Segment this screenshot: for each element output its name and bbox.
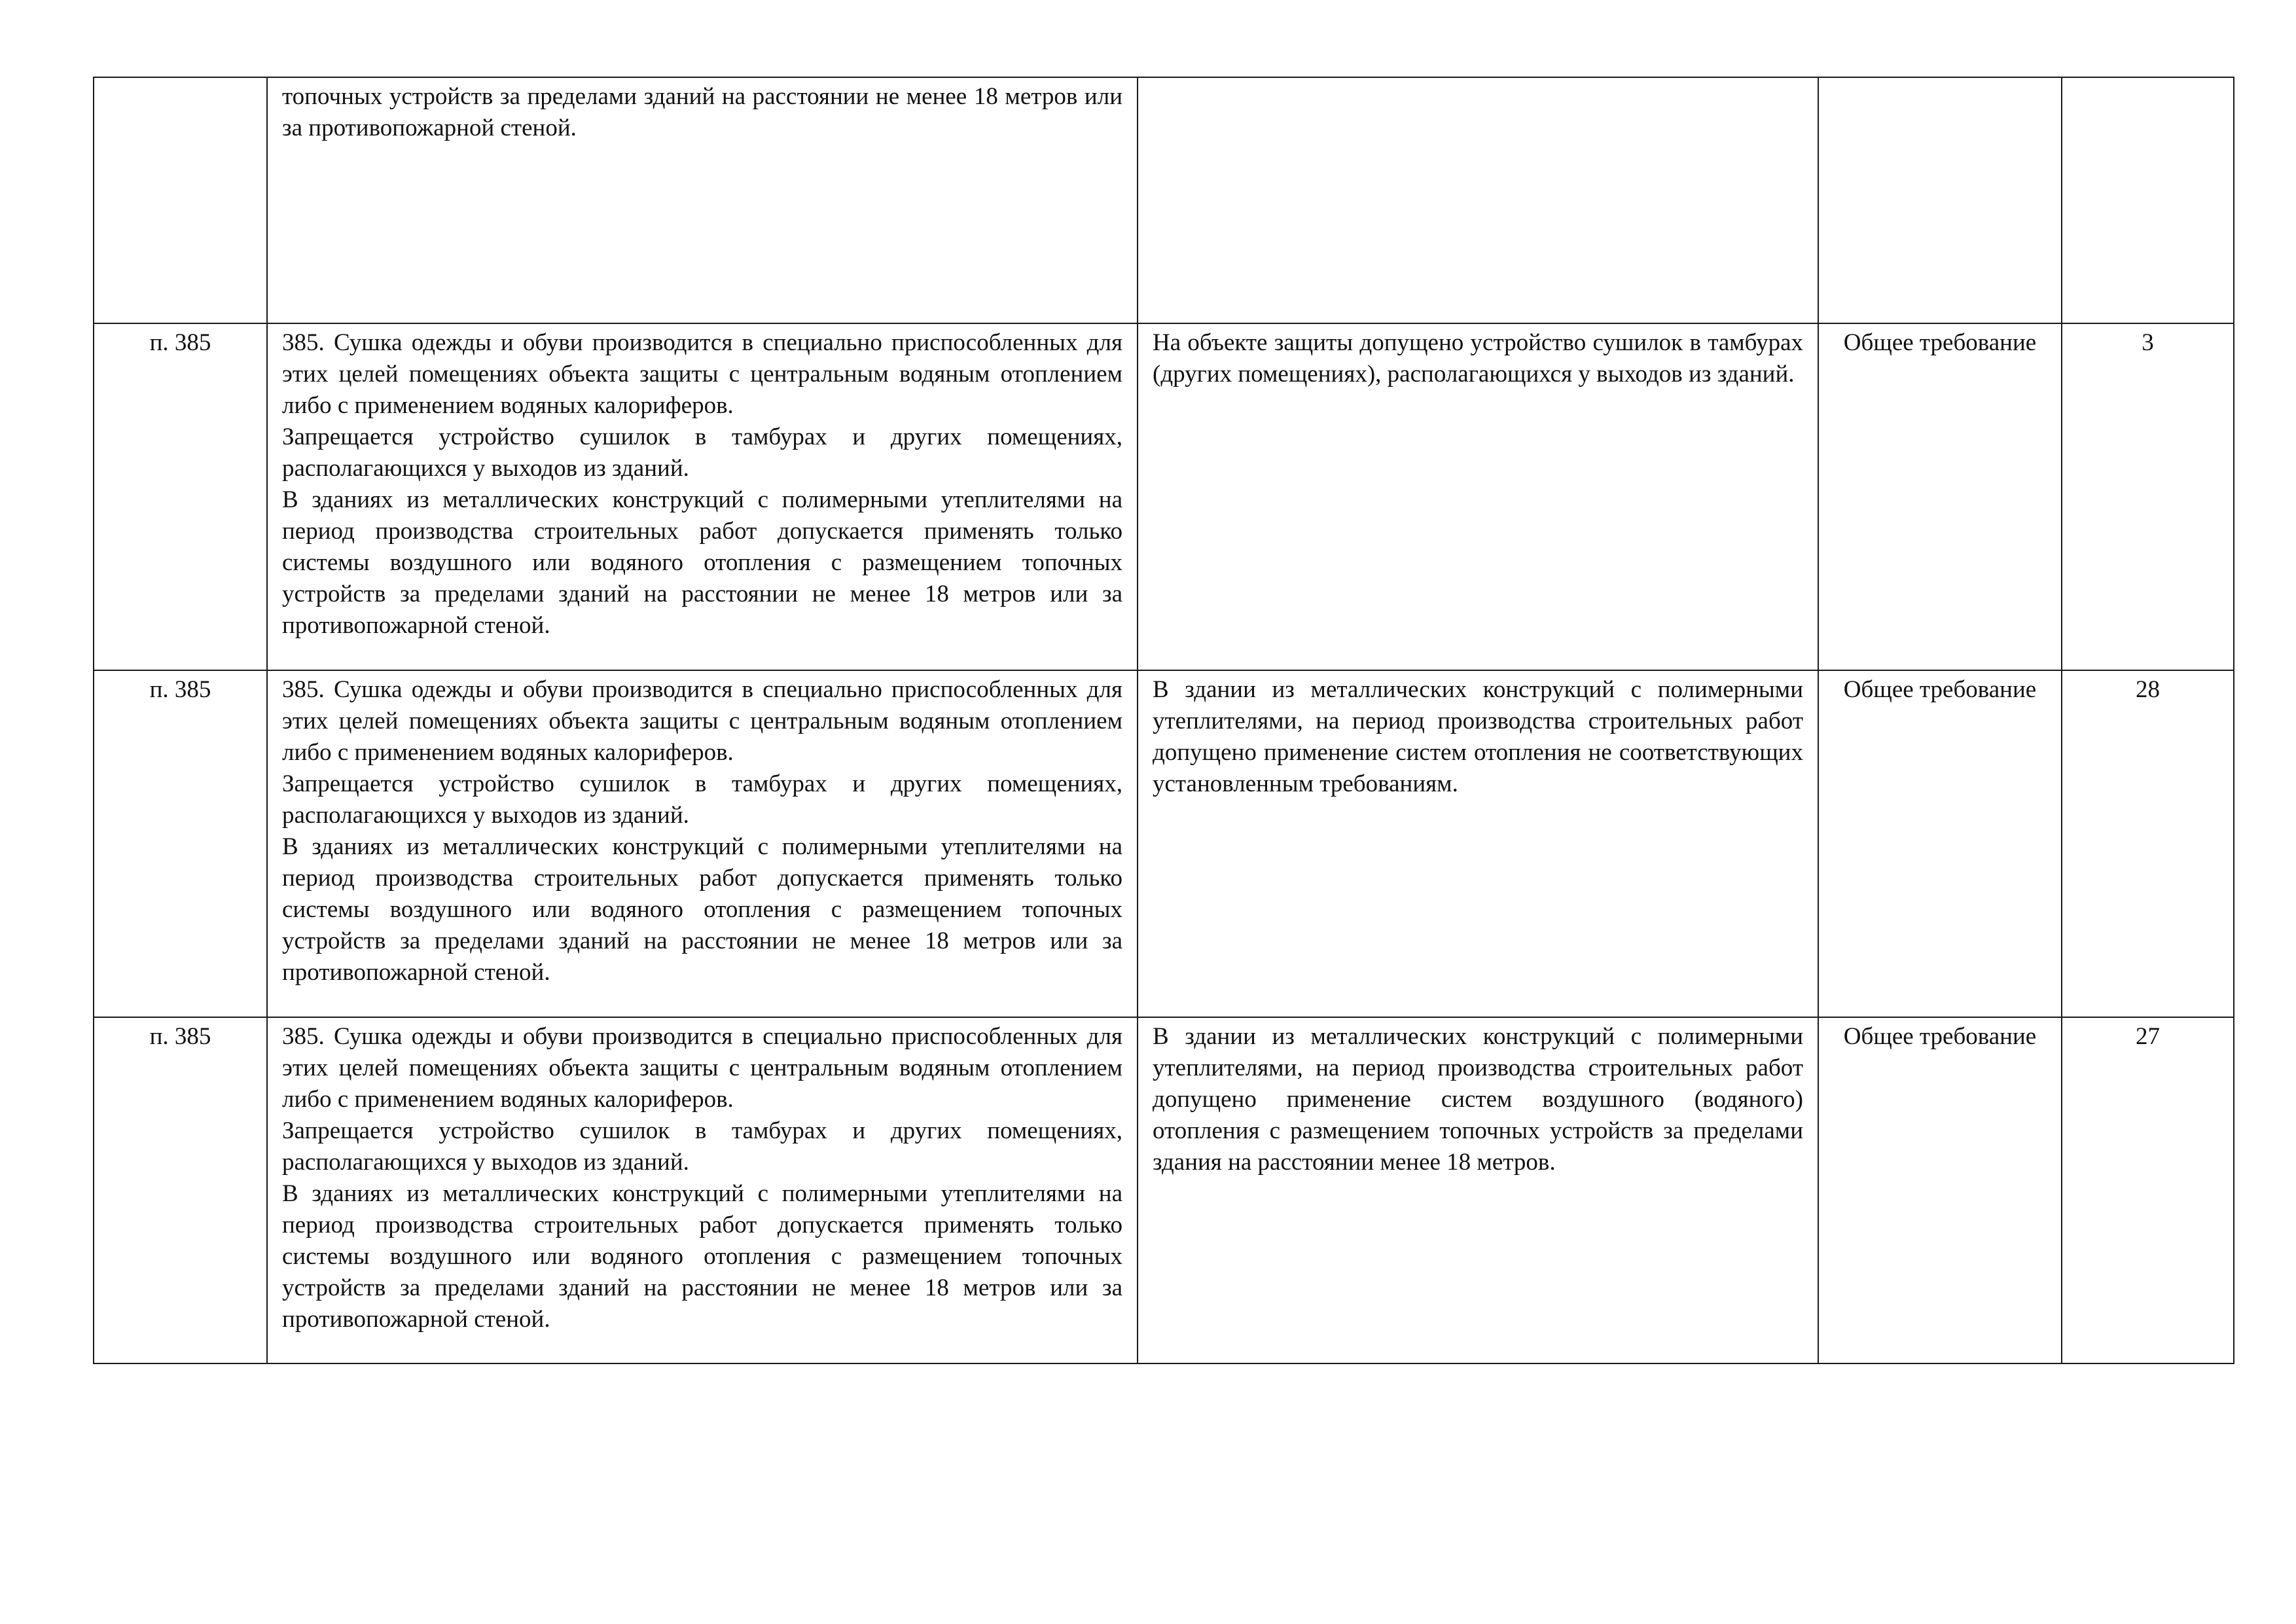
ref-cell: п. 385 bbox=[94, 670, 267, 1017]
number-cell: 3 bbox=[2062, 323, 2234, 670]
number-cell: 27 bbox=[2062, 1017, 2234, 1363]
table-row bbox=[94, 1017, 2234, 1363]
requirement-paragraph: В зданиях из металлических конструкций с полимерными утеплителями на период производства строительных работ допускается применять только системы воздушного или водяного отопления с размещением топочных устройств за пределами зданий на расстоянии не менее 18 метров или за противопожарной стеной. bbox=[282, 1180, 1122, 1333]
table-row bbox=[94, 670, 2234, 1017]
violation-cell bbox=[1138, 670, 1818, 1017]
requirement-text-cell bbox=[267, 323, 1138, 670]
requirement-paragraph: В зданиях из металлических конструкций с полимерными утеплителями на период производства строительных работ допускается применять только системы воздушного или водяного отопления с размещением топочных устройств за пределами зданий на расстоянии не менее 18 метров или за противопожарной стеной. bbox=[282, 833, 1122, 986]
ref-cell: п. 385 bbox=[94, 323, 267, 670]
table-row bbox=[94, 77, 2234, 323]
violation-text: В здании из металлических конструкций с полимерными утеплителями, на период производства строительных работ допущено применение систем отопления не соответствующих установленным требованиям. bbox=[1153, 676, 1803, 797]
violation-cell bbox=[1138, 77, 1818, 323]
requirement-text-cell bbox=[267, 1017, 1138, 1363]
number-cell bbox=[2062, 77, 2234, 323]
requirement-paragraph: топочных устройств за пределами зданий на расстоянии не менее 18 метров или за противопожарной стеной. bbox=[282, 83, 1122, 141]
violation-cell bbox=[1138, 323, 1818, 670]
number-cell: 28 bbox=[2062, 670, 2234, 1017]
requirement-paragraph: В зданиях из металлических конструкций с полимерными утеплителями на период производства строительных работ допускается применять только системы воздушного или водяного отопления с размещением топочных устройств за пределами зданий на расстоянии не менее 18 метров или за противопожарной стеной. bbox=[282, 486, 1122, 639]
requirement-text-cell bbox=[267, 670, 1138, 1017]
requirement-paragraph: 385. Сушка одежды и обуви производится в специально приспособленных для этих целей помещениях объекта защиты с центральным водяным отоплением либо с применением водяных калориферов. bbox=[282, 676, 1122, 766]
requirement-paragraph: Запрещается устройство сушилок в тамбурах и других помещениях, располагающихся у выходов из зданий. bbox=[282, 1117, 1122, 1176]
requirement-paragraph: 385. Сушка одежды и обуви производится в специально приспособленных для этих целей помещениях объекта защиты с центральным водяным отоплением либо с применением водяных калориферов. bbox=[282, 329, 1122, 419]
ref-cell bbox=[94, 77, 267, 323]
requirement-text-cell bbox=[267, 77, 1138, 323]
table-row bbox=[94, 323, 2234, 670]
requirement-type-cell bbox=[1818, 77, 2062, 323]
ref-cell: п. 385 bbox=[94, 1017, 267, 1363]
requirement-paragraph: 385. Сушка одежды и обуви производится в специально приспособленных для этих целей помещениях объекта защиты с центральным водяным отоплением либо с применением водяных калориферов. bbox=[282, 1023, 1122, 1113]
violation-text: На объекте защиты допущено устройство сушилок в тамбурах (других помещениях), располагающихся у выходов из зданий. bbox=[1153, 329, 1803, 388]
violation-text: В здании из металлических конструкций с полимерными утеплителями, на период производства строительных работ допущено применение систем воздушного (водяного) отопления с размещением топочных устройств за пределами здания на расстоянии менее 18 метров. bbox=[1153, 1023, 1803, 1176]
requirement-type-cell: Общее требование bbox=[1818, 670, 2062, 1017]
requirement-paragraph: Запрещается устройство сушилок в тамбурах и других помещениях, располагающихся у выходов из зданий. bbox=[282, 424, 1122, 482]
requirement-type-cell: Общее требование bbox=[1818, 323, 2062, 670]
violation-cell bbox=[1138, 1017, 1818, 1363]
requirement-type-cell: Общее требование bbox=[1818, 1017, 2062, 1363]
requirements-table bbox=[93, 77, 2234, 1364]
requirement-paragraph: Запрещается устройство сушилок в тамбурах и других помещениях, располагающихся у выходов из зданий. bbox=[282, 770, 1122, 829]
